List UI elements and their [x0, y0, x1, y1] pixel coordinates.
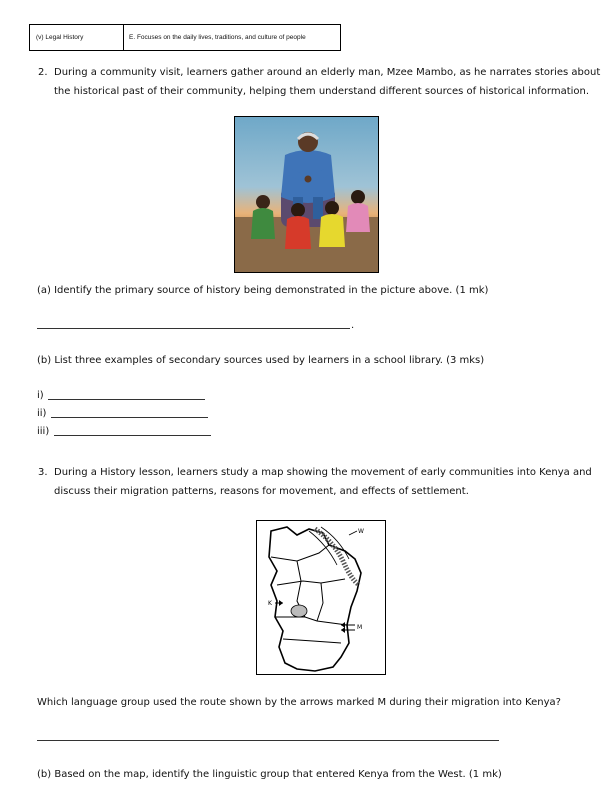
q3-part-b: (b) Based on the map, identify the linguistic group that entered Kenya from the West. (1 mk): [37, 769, 502, 780]
q2b-roman-i: i): [37, 390, 44, 401]
q3-number: 3.: [38, 467, 48, 478]
q2b-answer-line-2[interactable]: [51, 417, 208, 418]
map-label-w: W: [358, 528, 364, 535]
q3-answer-line[interactable]: [37, 740, 499, 741]
matching-right-cell: E. Focuses on the daily lives, traditions, and culture of people: [129, 34, 306, 41]
matching-table-row: [29, 24, 341, 51]
q3-stem: During a History lesson, learners study a map showing the movement of early communities into Kenya and discuss their migration patterns, reasons for movement, and effects of settlement.: [54, 467, 592, 497]
q2b-answer-line-1[interactable]: [48, 399, 205, 400]
map-label-m: M: [357, 624, 363, 631]
q2a-answer-line[interactable]: [37, 328, 350, 329]
q3-question: Which language group used the route shown by the arrows marked M during their migration into Kenya?: [37, 697, 561, 708]
q2b-roman-iii: iii): [37, 426, 50, 437]
q2a-answer-dot: .: [351, 320, 355, 331]
map-drawing: [257, 521, 385, 674]
q2-part-b: (b) List three examples of secondary sources used by learners in a school library. (3 mks): [37, 355, 485, 366]
q2b-roman-ii: ii): [37, 408, 47, 419]
storytelling-illustration: [234, 116, 379, 273]
storytelling-scene-icon: [235, 117, 378, 272]
map-label-k: K: [268, 600, 272, 607]
q2-stem: During a community visit, learners gather around an elderly man, Mzee Mambo, as he narrates stories about the historical past of their community, helping them understand different sources of historical information.: [54, 67, 601, 97]
matching-left-cell: (v) Legal History: [30, 25, 124, 50]
q2-part-a: (a) Identify the primary source of history being demonstrated in the picture above. (1 mk): [37, 285, 489, 296]
q2b-answer-line-3[interactable]: [54, 435, 211, 436]
migration-map: [256, 520, 386, 675]
q2-number: 2.: [38, 67, 48, 78]
